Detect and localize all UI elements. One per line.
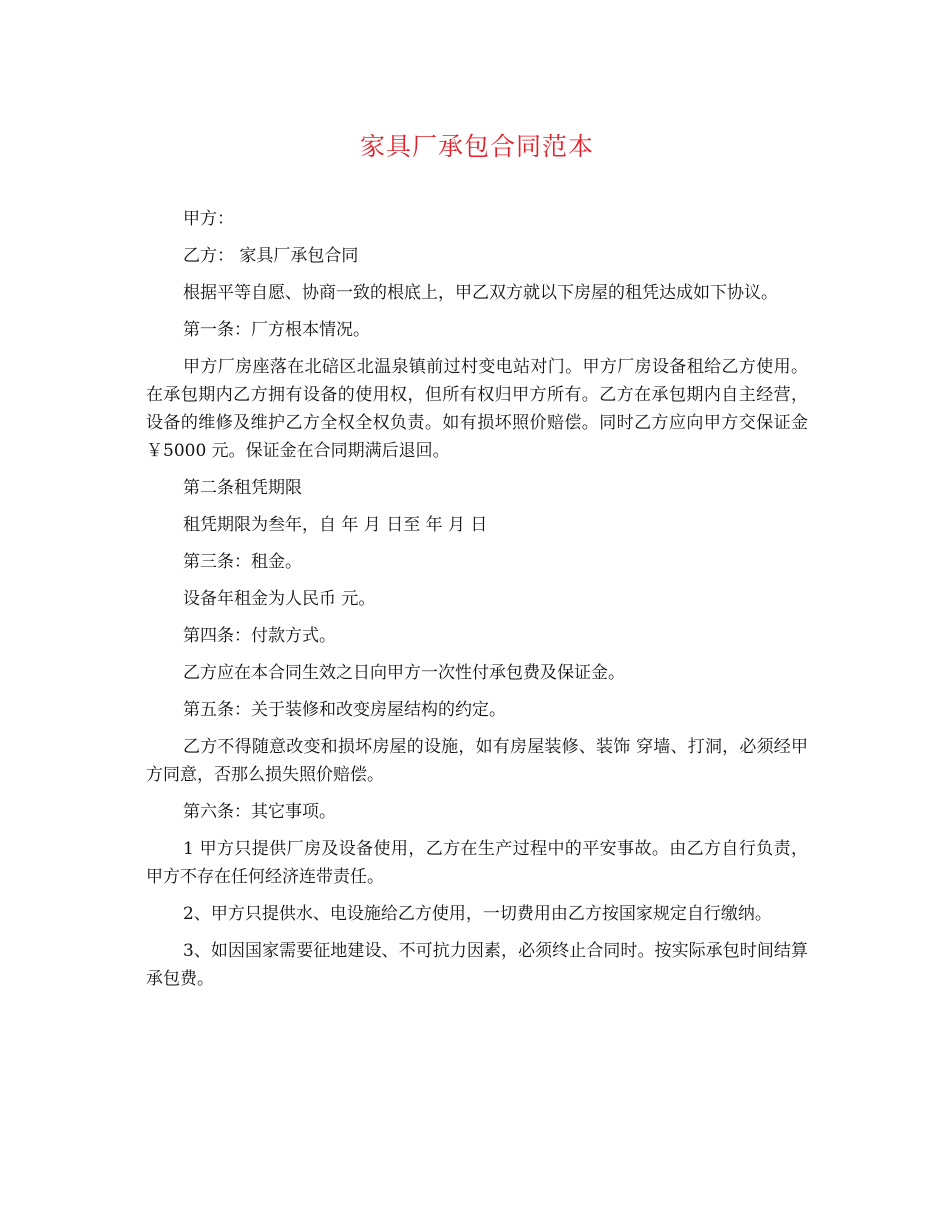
party-a-line: 甲方： bbox=[183, 209, 234, 229]
article-4-body: 乙方应在本合同生效之日向甲方一次性付承包费及保证金。 bbox=[183, 663, 625, 683]
article-5-body: 乙方不得随意改变和损坏房屋的设施，如有房屋装修、装饰 穿墙、打洞，必须经甲方同意，否那么损失照价赔偿。 bbox=[146, 737, 808, 785]
party-b-line: 乙方： 家具厂承包合同 bbox=[183, 246, 359, 266]
article-1-body: 甲方厂房座落在北碚区北温泉镇前过村变电站对门。甲方厂房设备租给乙方使用。在承包期内乙方拥有设备的使用权，但所有权归甲方所有。乙方在承包期内自主经营，设备的维修及维护乙方全权全权负责。如有损坏照价赔偿。同时乙方应向甲方交保证金￥5000 元。保证金在合同期满后退回。 bbox=[146, 357, 808, 461]
article-2-heading: 第二条租凭期限 bbox=[183, 478, 302, 498]
article-4-heading: 第四条：付款方式。 bbox=[183, 626, 336, 646]
preamble-paragraph: 根据平等自愿、协商一致的根底上，甲乙双方就以下房屋的租凭达成如下协议。 bbox=[183, 283, 778, 303]
article-6-item-2: 2、甲方只提供水、电设施给乙方使用，一切费用由乙方按国家规定自行缴纳。 bbox=[183, 904, 772, 924]
article-3-heading: 第三条：租金。 bbox=[183, 552, 302, 572]
article-3-body: 设备年租金为人民币 元。 bbox=[183, 589, 376, 609]
article-6-item-1: 1 甲方只提供厂房及设备使用，乙方在生产过程中的平安事故。由乙方自行负责，甲方不存在任何经济连带责任。 bbox=[146, 839, 808, 887]
document-title: 家具厂承包合同范本 bbox=[359, 132, 594, 161]
article-5-heading: 第五条：关于装修和改变房屋结构的约定。 bbox=[183, 700, 506, 720]
document-body bbox=[146, 205, 808, 1002]
article-6-heading: 第六条：其它事项。 bbox=[183, 802, 336, 822]
article-6-item-3: 3、如因国家需要征地建设、不可抗力因素，必须终止合同时。按实际承包时间结算承包费。 bbox=[146, 941, 808, 989]
article-2-body: 租凭期限为叁年，自 年 月 日至 年 月 日 bbox=[183, 515, 488, 535]
article-1-heading: 第一条：厂方根本情况。 bbox=[183, 320, 370, 340]
